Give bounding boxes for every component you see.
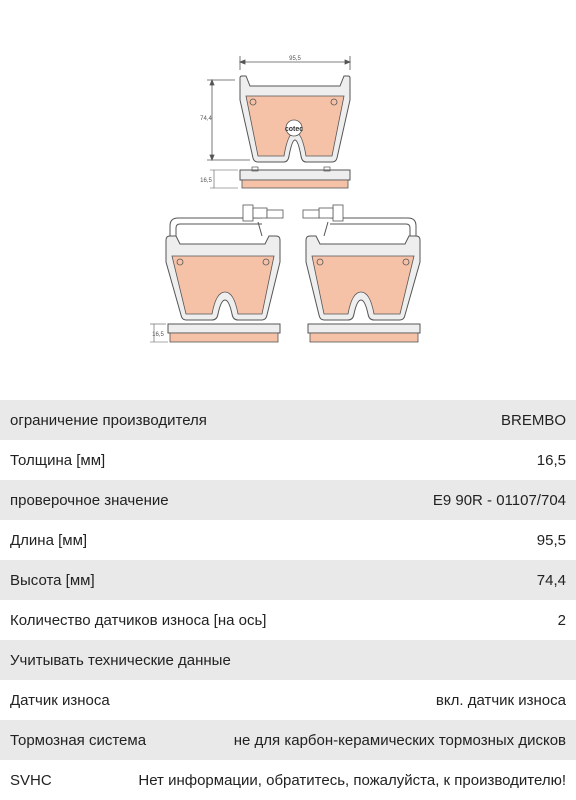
spec-label: Длина [мм]: [10, 531, 88, 549]
spec-label: Количество датчиков износа [на ось]: [10, 611, 267, 629]
spec-value: BREMBO: [500, 411, 566, 429]
spec-label: SVHC: [10, 771, 52, 789]
spec-label: Датчик износа: [10, 691, 110, 709]
spec-row-test-mark: [0, 480, 576, 520]
top-pad: [240, 76, 350, 162]
brand-logo: cotec: [284, 126, 304, 133]
spec-row-brake-system: [0, 720, 576, 760]
spec-row-wear-sensor: [0, 680, 576, 720]
spec-label: Тормозная система: [10, 731, 147, 749]
spec-label: Учитывать технические данные: [10, 651, 231, 669]
spec-label: Высота [мм]: [10, 571, 95, 589]
spec-value: E9 90R - 01107/704: [432, 491, 566, 509]
spec-value: Нет информации, обратитесь, пожалуйста, к производителю!: [138, 771, 566, 789]
spec-row-svhc: [0, 760, 576, 800]
spec-value: вкл. датчик износа: [435, 691, 566, 709]
dim-thickness-top-label: 16,5: [200, 178, 212, 184]
spec-row-manufacturer-restriction: [0, 400, 576, 440]
spec-row-thickness: [0, 440, 576, 480]
spec-value: 74,4: [536, 571, 566, 589]
right-pad: [303, 205, 420, 320]
dim-height-label: 74,4: [200, 116, 212, 122]
spec-value: не для карбон-керамических тормозных дисков: [233, 731, 566, 749]
spec-value: 2: [557, 611, 566, 629]
right-pad-side-view: [308, 324, 420, 342]
top-pad-side-view: [210, 167, 350, 188]
spec-label: Толщина [мм]: [10, 451, 106, 469]
spec-label: проверочное значение: [10, 491, 169, 509]
spec-row-wear-sensor-count: [0, 600, 576, 640]
spec-row-technical-info: [0, 640, 576, 680]
spec-value: 95,5: [536, 531, 566, 549]
dim-thickness-bottom-label: 16,5: [152, 332, 164, 338]
left-pad: [166, 205, 283, 320]
spec-row-length: [0, 520, 576, 560]
spec-value: 16,5: [536, 451, 566, 469]
specifications-table: [0, 400, 576, 800]
spec-row-height: [0, 560, 576, 600]
left-pad-side-view: [150, 324, 280, 342]
spec-label: ограничение производителя: [10, 411, 207, 429]
dim-width-label: 95,5: [289, 56, 301, 62]
